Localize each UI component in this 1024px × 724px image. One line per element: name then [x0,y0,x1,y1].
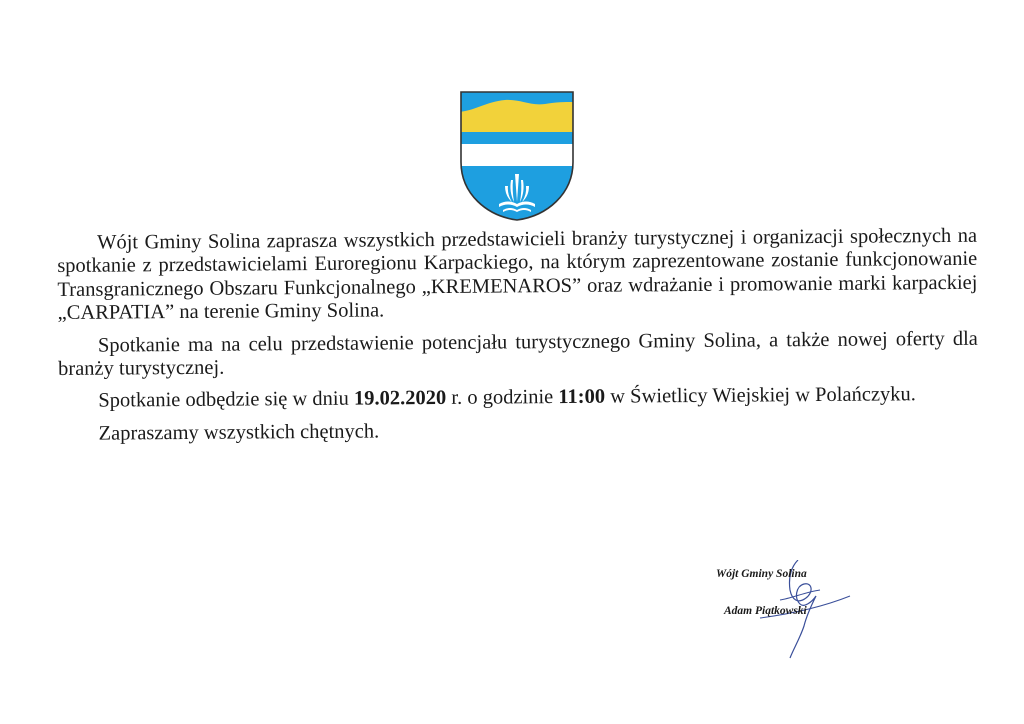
signature-name: Adam Piątkowski [724,605,807,617]
paragraph-date-place [58,383,978,414]
meeting-date: 19.02.2020 [353,387,447,411]
meeting-time: 11:00 [558,386,606,409]
paragraph-purpose: Spotkanie ma na celu przedstawienie potencjału turystycznego Gminy Solina, a także nowej oferty dla branży turystycznej. [57,327,978,381]
coat-of-arms-icon [459,90,575,222]
meeting-place: w Świetlicy Wiejskiej w Polańczyku. [604,383,916,409]
date-intro: Spotkanie odbędzie się w dniu [98,388,355,413]
invitation-text [57,225,979,455]
time-intro: r. o godzinie [446,386,559,410]
signature-block [700,560,860,660]
paragraph-closing: Zapraszamy wszystkich chętnych. [98,420,380,445]
signature-title: Wójt Gminy Solina [716,568,807,580]
paragraph-invitation: Wójt Gminy Solina zaprasza wszystkich przedstawicieli branży turystycznej i organizacji społecznych na spotkanie z przedstawicielami Euroregionu Karpackiego, na którym zaprezentowane zostanie funkcjonowanie Transgranicznego Obszaru Funkcjonalnego „KREMENAROS” oraz wdrażanie i promowanie marki karpackiej „CARPATIA” na terenie Gminy Solina. [57,224,978,325]
